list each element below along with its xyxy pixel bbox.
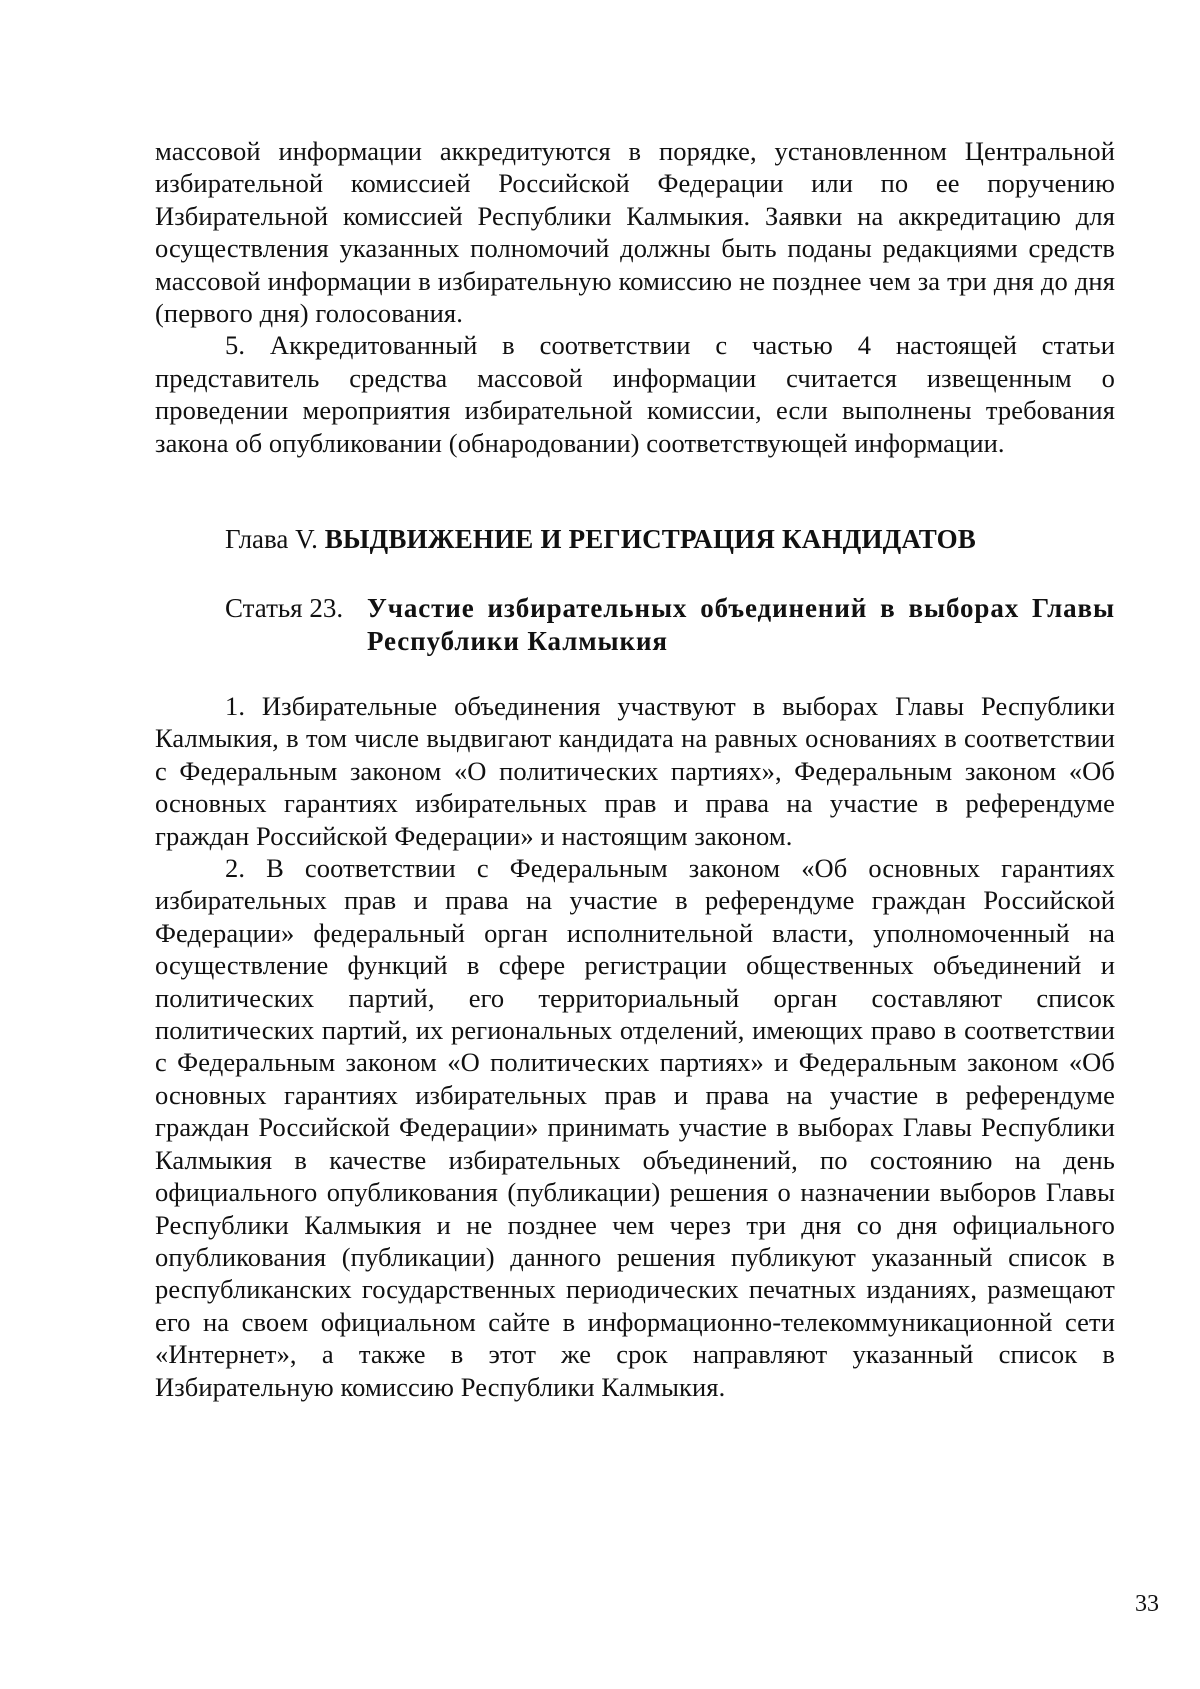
article-title: Участие избирательных объединений в выборах Главы Республики Калмыкия [367, 593, 1115, 656]
chapter-title: ВЫДВИЖЕНИЕ И РЕГИСТРАЦИЯ КАНДИДАТОВ [324, 524, 977, 554]
item-1-paragraph: 1. Избирательные объединения участвуют в выборах Главы Республики Калмыкия, в том числе выдвигают кандидата на равных основаниях в соответствии с Федеральным законом «О политических партиях», Федеральным законом «Об основных гарантиях избирательных прав и права на участие в референдуме граждан Российской Федерации» и настоящим законом. [155, 691, 1115, 851]
page-number: 33 [1135, 1591, 1159, 1617]
chapter-heading [225, 522, 976, 556]
continuation-paragraph: массовой информации аккредитуются в порядке, установленном Центральной избирательной комиссией Российской Федерации или по ее поручению Избирательной комиссией Республики Калмыкия. Заявки на аккредитацию для осуществления указанных полномочий должны быть поданы редакциями средств массовой информации в избирательную комиссию не позднее чем за три дня до дня (первого дня) голосования. [155, 136, 1115, 329]
item-2-paragraph: 2. В соответствии с Федеральным законом «Об основных гарантиях избирательных прав и права на участие в референдуме граждан Российской Федерации» федеральный орган исполнительной власти, уполномоченный на осуществление функций в сфере регистрации общественных объединений и политических партий, его территориальный орган составляют список политических партий, их региональных отделений, имеющих право в соответствии с Федеральным законом «О политических партиях» и Федеральным законом «Об основных гарантиях избирательных прав и права на участие в референдуме граждан Российской Федерации» принимать участие в выборах Главы Республики Калмыкия в качестве избирательных объединений, по состоянию на день официального опубликования (публикации) решения о назначении выборов Главы Республики Калмыкия и не позднее чем через три дня со дня официального опубликования (публикации) данного решения публикуют указанный список в республиканских государственных периодических печатных изданиях, размещают его на своем официальном сайте в информационно-телекоммуникационной сети «Интернет», а также в этот же срок направляют указанный список в Избирательную комиссию Республики Калмыкия. [155, 853, 1115, 1402]
top-text-block [155, 135, 1115, 459]
article-label: Статья 23. [225, 593, 344, 623]
article-text-block [155, 690, 1115, 1403]
item-5-paragraph: 5. Аккредитованный в соответствии с частью 4 настоящей статьи представитель средства массовой информации считается извещенным о проведении мероприятия избирательной комиссии, если выполнены требования закона об опубликовании (обнародовании) соответствующей информации. [155, 330, 1115, 458]
chapter-label: Глава V. [225, 524, 318, 554]
